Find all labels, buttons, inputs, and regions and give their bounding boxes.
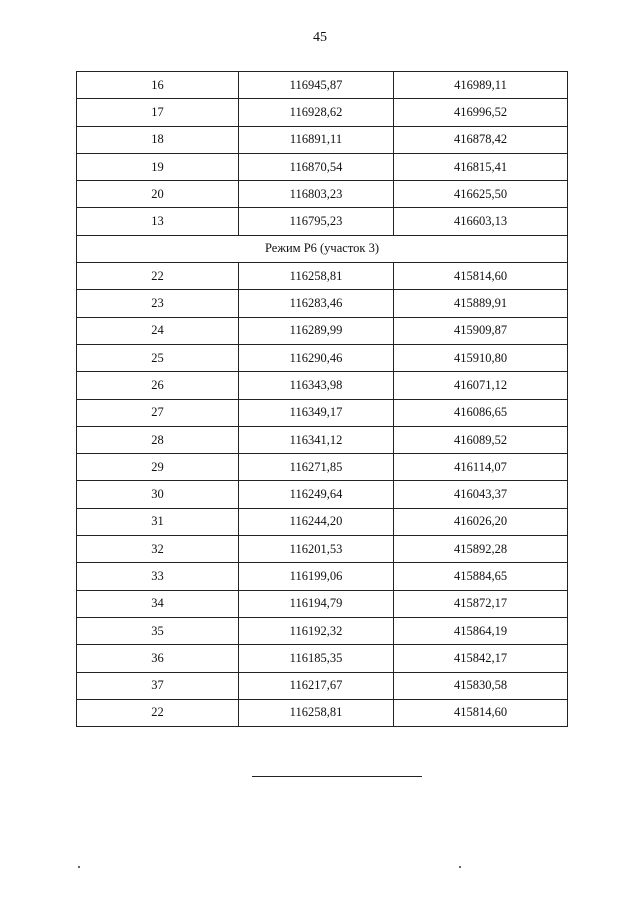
table-row <box>77 72 568 99</box>
y-coordinate-cell: 416996,52 <box>394 99 568 126</box>
y-coordinate-cell: 415889,91 <box>394 290 568 317</box>
point-number-cell: 37 <box>77 672 239 699</box>
point-number-cell: 35 <box>77 617 239 644</box>
table-row <box>77 454 568 481</box>
point-number-cell: 16 <box>77 72 239 99</box>
table-row <box>77 426 568 453</box>
x-coordinate-cell: 116891,11 <box>239 126 394 153</box>
point-number-cell: 19 <box>77 153 239 180</box>
x-coordinate-cell: 116289,99 <box>239 317 394 344</box>
point-number-cell: 26 <box>77 372 239 399</box>
table-row <box>77 263 568 290</box>
x-coordinate-cell: 116199,06 <box>239 563 394 590</box>
point-number-cell: 24 <box>77 317 239 344</box>
table-row <box>77 672 568 699</box>
y-coordinate-cell: 415864,19 <box>394 617 568 644</box>
y-coordinate-cell: 415892,28 <box>394 536 568 563</box>
y-coordinate-cell: 415830,58 <box>394 672 568 699</box>
section-heading: Режим Р6 (участок 3) <box>77 235 568 262</box>
x-coordinate-cell: 116194,79 <box>239 590 394 617</box>
x-coordinate-cell: 116343,98 <box>239 372 394 399</box>
x-coordinate-cell: 116341,12 <box>239 426 394 453</box>
point-number-cell: 20 <box>77 181 239 208</box>
point-number-cell: 18 <box>77 126 239 153</box>
point-number-cell: 30 <box>77 481 239 508</box>
point-number-cell: 22 <box>77 263 239 290</box>
table-row <box>77 508 568 535</box>
x-coordinate-cell: 116244,20 <box>239 508 394 535</box>
point-number-cell: 27 <box>77 399 239 426</box>
table-row <box>77 481 568 508</box>
x-coordinate-cell: 116945,87 <box>239 72 394 99</box>
y-coordinate-cell: 416114,07 <box>394 454 568 481</box>
table-row <box>77 344 568 371</box>
scan-mark-left <box>78 866 80 868</box>
y-coordinate-cell: 415842,17 <box>394 645 568 672</box>
table-row <box>77 699 568 726</box>
x-coordinate-cell: 116928,62 <box>239 99 394 126</box>
table-row <box>77 208 568 235</box>
point-number-cell: 29 <box>77 454 239 481</box>
x-coordinate-cell: 116249,64 <box>239 481 394 508</box>
y-coordinate-cell: 416026,20 <box>394 508 568 535</box>
x-coordinate-cell: 116192,32 <box>239 617 394 644</box>
point-number-cell: 31 <box>77 508 239 535</box>
y-coordinate-cell: 416043,37 <box>394 481 568 508</box>
x-coordinate-cell: 116201,53 <box>239 536 394 563</box>
y-coordinate-cell: 415814,60 <box>394 699 568 726</box>
table-row <box>77 645 568 672</box>
table-row <box>77 536 568 563</box>
y-coordinate-cell: 416071,12 <box>394 372 568 399</box>
x-coordinate-cell: 116870,54 <box>239 153 394 180</box>
point-number-cell: 32 <box>77 536 239 563</box>
y-coordinate-cell: 416603,13 <box>394 208 568 235</box>
x-coordinate-cell: 116217,67 <box>239 672 394 699</box>
table-row <box>77 181 568 208</box>
point-number-cell: 13 <box>77 208 239 235</box>
x-coordinate-cell: 116795,23 <box>239 208 394 235</box>
scan-mark-right <box>459 866 461 868</box>
signature-line <box>252 776 422 777</box>
x-coordinate-cell: 116258,81 <box>239 699 394 726</box>
y-coordinate-cell: 415910,80 <box>394 344 568 371</box>
y-coordinate-cell: 415814,60 <box>394 263 568 290</box>
y-coordinate-cell: 416878,42 <box>394 126 568 153</box>
point-number-cell: 33 <box>77 563 239 590</box>
x-coordinate-cell: 116271,85 <box>239 454 394 481</box>
x-coordinate-cell: 116803,23 <box>239 181 394 208</box>
section-heading-row <box>77 235 568 262</box>
point-number-cell: 25 <box>77 344 239 371</box>
point-number-cell: 17 <box>77 99 239 126</box>
point-number-cell: 34 <box>77 590 239 617</box>
x-coordinate-cell: 116283,46 <box>239 290 394 317</box>
x-coordinate-cell: 116290,46 <box>239 344 394 371</box>
y-coordinate-cell: 415909,87 <box>394 317 568 344</box>
y-coordinate-cell: 416815,41 <box>394 153 568 180</box>
y-coordinate-cell: 415872,17 <box>394 590 568 617</box>
table-row <box>77 153 568 180</box>
y-coordinate-cell: 416989,11 <box>394 72 568 99</box>
y-coordinate-cell: 416625,50 <box>394 181 568 208</box>
y-coordinate-cell: 415884,65 <box>394 563 568 590</box>
table-row <box>77 317 568 344</box>
coordinates-table <box>76 71 568 727</box>
table-row <box>77 126 568 153</box>
table-row <box>77 399 568 426</box>
page-number: 45 <box>313 30 327 45</box>
y-coordinate-cell: 416089,52 <box>394 426 568 453</box>
coordinates-table-body <box>77 72 568 727</box>
point-number-cell: 22 <box>77 699 239 726</box>
point-number-cell: 36 <box>77 645 239 672</box>
table-row <box>77 563 568 590</box>
table-row <box>77 617 568 644</box>
point-number-cell: 28 <box>77 426 239 453</box>
table-row <box>77 372 568 399</box>
x-coordinate-cell: 116258,81 <box>239 263 394 290</box>
x-coordinate-cell: 116349,17 <box>239 399 394 426</box>
table-row <box>77 99 568 126</box>
y-coordinate-cell: 416086,65 <box>394 399 568 426</box>
table-row <box>77 590 568 617</box>
point-number-cell: 23 <box>77 290 239 317</box>
table-row <box>77 290 568 317</box>
x-coordinate-cell: 116185,35 <box>239 645 394 672</box>
